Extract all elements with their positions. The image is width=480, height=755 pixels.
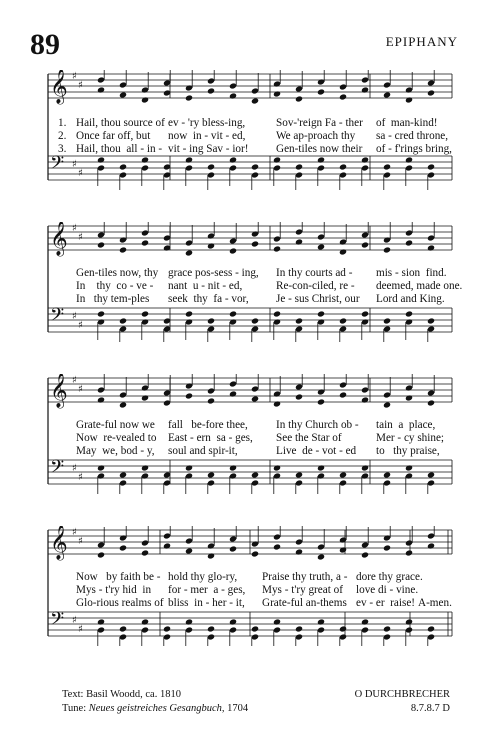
lyric-phrase: ev - er raise!: [356, 597, 416, 609]
svg-text:♯: ♯: [78, 232, 83, 243]
svg-text:𝄞: 𝄞: [50, 526, 68, 560]
svg-text:♯: ♯: [72, 463, 77, 474]
svg-text:𝄢: 𝄢: [50, 305, 65, 330]
lyric-phrase: of - f'rings bring,: [376, 143, 452, 155]
lyric-phrase: grace pos-sess - ing,: [168, 267, 259, 279]
lyric-phrase: bliss in - her - it,: [168, 597, 245, 609]
lyric-phrase: vit - ing Sav - ior!: [168, 143, 249, 155]
lyric-phrase: sa - cred throne,: [376, 130, 449, 142]
svg-text:♯: ♯: [78, 168, 83, 179]
verse-number: 2.: [58, 130, 67, 142]
credits-right: [355, 688, 450, 716]
svg-text:♯: ♯: [78, 384, 83, 395]
lyric-phrase: In thy courts ad -: [276, 267, 353, 279]
svg-text:♯: ♯: [78, 624, 83, 635]
lyric-phrase: See the Star of: [276, 432, 342, 444]
svg-text:♯: ♯: [72, 375, 77, 386]
svg-text:♯: ♯: [72, 615, 77, 626]
lyric-phrase: In thy tem-ples: [76, 293, 150, 305]
lyric-phrase: soul and spir-it,: [168, 445, 238, 457]
lyric-phrase: May we, bod - y,: [76, 445, 155, 457]
svg-text:♯: ♯: [78, 472, 83, 483]
svg-text:𝄞: 𝄞: [50, 70, 68, 104]
lyric-phrase: Hail, thou all - in -: [76, 143, 163, 155]
lyric-phrase: nant u - nit - ed,: [168, 280, 243, 292]
lyric-phrase: Now by faith be -: [76, 571, 161, 583]
lyric-phrase: Once far off, but: [76, 130, 151, 142]
season-heading: EPIPHANY: [385, 34, 458, 49]
lyric-phrase: to thy praise,: [376, 445, 440, 457]
meter: 8.7.8.7 D: [410, 703, 450, 714]
svg-text:♯: ♯: [78, 80, 83, 91]
lyric-phrase: A-men.: [418, 597, 452, 609]
lyric-phrase: Mer - cy shine;: [376, 432, 445, 444]
tune-label: Tune:: [62, 703, 87, 714]
credits-left: [62, 688, 248, 716]
lyric-phrase: love di - vine.: [356, 584, 419, 596]
tune-source: Neues geistreiches Gesangbuch,: [88, 703, 225, 714]
lyric-phrase: dore thy grace.: [356, 571, 423, 583]
lyric-phrase: Gen-tiles now, thy: [76, 267, 159, 279]
svg-text:♯: ♯: [72, 527, 77, 538]
lyric-phrase: Gen-tiles now their: [276, 143, 363, 155]
lyric-line: [0, 294, 480, 350]
verse-number: 3.: [58, 143, 67, 155]
lyric-phrase: Grate-ful an-thems: [262, 597, 347, 609]
svg-text:♯: ♯: [72, 159, 77, 170]
lyric-phrase: Praise thy truth, a -: [262, 571, 348, 583]
lyric-phrase: for - mer a - ges,: [168, 584, 246, 596]
lyric-phrase: mis - sion find.: [376, 267, 447, 279]
lyric-phrase: ev - 'ry bless-ing,: [168, 117, 246, 129]
tune-name: O DURCHBRECHER: [354, 689, 450, 700]
lyric-phrase: hold thy glo-ry,: [168, 571, 238, 583]
lyric-phrase: We ap-proach thy: [276, 130, 356, 142]
lyric-line: [0, 144, 480, 211]
svg-text:𝄢: 𝄢: [50, 457, 65, 482]
lyric-phrase: Mys - t'ry great of: [262, 584, 343, 596]
lyric-phrase: seek thy fa - vor,: [168, 293, 249, 305]
lyric-phrase: In thy co - ve -: [76, 280, 154, 292]
svg-text:𝄞: 𝄞: [50, 222, 68, 256]
svg-text:𝄢: 𝄢: [50, 609, 65, 634]
text-label: Text:: [62, 689, 84, 700]
lyric-phrase: Je - sus Christ, our: [276, 293, 360, 305]
lyric-phrase: tain a place,: [376, 419, 436, 431]
lyric-phrase: Sov-'reign Fa - ther: [276, 117, 363, 129]
lyric-phrase: Hail, thou source of: [76, 117, 165, 129]
lyric-line: [0, 446, 480, 502]
lyric-phrase: East - ern sa - ges,: [168, 432, 253, 444]
svg-text:𝄞: 𝄞: [50, 374, 68, 408]
lyric-phrase: Mys - t'ry hid in: [76, 584, 152, 596]
hymn-number: 89: [30, 28, 60, 61]
svg-text:𝄢: 𝄢: [50, 153, 65, 178]
lyric-phrase: Glo-rious realms of: [76, 597, 164, 609]
svg-text:♯: ♯: [72, 71, 77, 82]
svg-text:♯: ♯: [72, 311, 77, 322]
lyric-phrase: now in - vit - ed,: [168, 130, 246, 142]
lyric-phrase: Lord and King.: [376, 293, 445, 305]
lyric-line: [0, 598, 480, 665]
lyric-phrase: Now re-vealed to: [76, 432, 157, 444]
tune-year: 1704: [227, 703, 249, 714]
lyric-phrase: In thy Church ob -: [276, 419, 359, 431]
lyric-phrase: fall be-fore thee,: [168, 419, 248, 431]
svg-text:♯: ♯: [78, 320, 83, 331]
lyric-phrase: of man-kind!: [376, 117, 438, 129]
lyric-phrase: deemed, made one.: [376, 280, 463, 292]
lyric-phrase: Grate-ful now we: [76, 419, 155, 431]
svg-text:♯: ♯: [78, 536, 83, 547]
lyric-phrase: Live de - vot - ed: [276, 445, 357, 457]
verse-number: 1.: [58, 117, 67, 129]
text-author: Basil Woodd, ca. 1810: [86, 689, 181, 700]
lyric-phrase: Re-con-ciled, re -: [276, 280, 355, 292]
svg-text:♯: ♯: [72, 223, 77, 234]
